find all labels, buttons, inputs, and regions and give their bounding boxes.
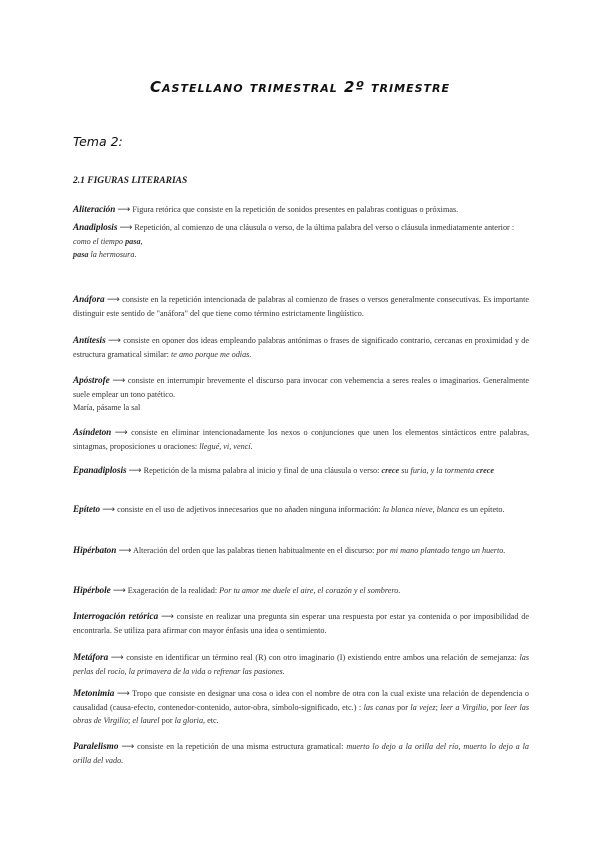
figure-definition: Exageración de la realidad: xyxy=(127,586,220,595)
figure-definition: su furia, y la tormenta xyxy=(399,466,477,475)
figure-definition: consiste en la repetición de una misma estructura gramatical: xyxy=(137,742,347,751)
figure-term: Epanadiplosis xyxy=(73,465,127,475)
arrow-icon: ⟶ xyxy=(118,546,132,556)
figure-definition: Por tu amor me duele el aire, el corazón y el sombrero. xyxy=(219,586,401,595)
arrow-icon: ⟶ xyxy=(108,336,121,346)
arrow-icon: ⟶ xyxy=(121,742,135,752)
figure-definition: crece xyxy=(476,466,495,475)
figure-term: Antítesis xyxy=(73,335,106,345)
figure-definition: consiste en eliminar intencionadamente los nexos o conjunciones que unen los elementos sintácticos entre palabras, sintagmas, proposiciones u oraciones: xyxy=(73,428,530,451)
arrow-icon: ⟶ xyxy=(128,466,142,476)
figure-example-text: la hermosura xyxy=(88,250,135,259)
figure-definition: leer las obras de Virgilio xyxy=(73,703,530,725)
figure-definition: la gloria xyxy=(174,716,204,725)
figure-definition: consiste en identificar un término real (R) con otro imaginario (I) existiendo entre ambos una relación de semejanza: xyxy=(126,653,520,662)
figure-term: Hipérbaton xyxy=(73,545,117,555)
figure-definition: muerto lo dejo a la orilla del río, muerto lo dejo a la orilla del vado. xyxy=(73,742,530,765)
figure-definition: ; xyxy=(435,703,441,712)
figure-example-text: María, pásame la sal xyxy=(73,403,141,412)
figure-entry xyxy=(73,293,529,320)
figure-definition: las canas xyxy=(363,703,395,712)
figure-definition: por xyxy=(159,716,175,725)
figure-example-text: como el tiempo xyxy=(73,237,126,246)
arrow-icon: ⟶ xyxy=(117,205,131,215)
figure-term: Interrogación retórica xyxy=(73,611,159,621)
figure-term: Asíndeton xyxy=(73,427,112,437)
figure-entry xyxy=(73,426,529,453)
arrow-icon: ⟶ xyxy=(119,223,133,233)
figure-definition: Repetición, al comienzo de una cláusula o verso, de la última palabra del verso o cláusula inmediatamente anterior : xyxy=(134,223,515,232)
section-heading: 2.1 FIGURAS LITERARIAS xyxy=(73,176,188,186)
figure-definition: por mi mano plantado tengo un huerto. xyxy=(376,546,506,555)
figure-entry xyxy=(73,610,529,637)
figure-definition: Tropo que consiste en designar una cosa o idea con el nombre de otra con la cual existe una relación de dependencia o causalidad (causa-efecto, contenedor-contenido, autor-obra, símbolo-significado, etc.) : xyxy=(73,689,529,712)
figure-example-text: pasa xyxy=(125,237,141,246)
figure-entry xyxy=(73,374,529,414)
figure-entry xyxy=(73,203,529,217)
figure-definition: crece xyxy=(381,466,400,475)
figure-example-text: . xyxy=(134,250,137,259)
figure-example xyxy=(73,235,529,248)
figure-entry xyxy=(73,651,529,678)
figure-example xyxy=(73,401,529,414)
figure-entry xyxy=(73,687,529,727)
figure-term: Hipérbole xyxy=(73,585,111,595)
figure-term: Epíteto xyxy=(73,504,101,514)
arrow-icon: ⟶ xyxy=(112,376,126,386)
figure-definition: te amo porque me odias. xyxy=(170,350,252,359)
figure-example-text: , xyxy=(140,237,143,246)
figure-definition: la vejez xyxy=(410,703,436,712)
figure-definition: consiste en la repetición intencionada de palabras al comienzo de frases o versos generalmente consecutivas. Es importante distinguir este sentido de "anáfora" del que tiene como término estrictamente lingüístico. xyxy=(73,295,530,318)
figure-entry xyxy=(73,544,529,558)
arrow-icon: ⟶ xyxy=(106,295,120,305)
figure-example-text: pasa xyxy=(73,250,89,259)
arrow-icon: ⟶ xyxy=(110,653,124,663)
figure-term: Paralelismo xyxy=(73,741,119,751)
figure-term: Anadiplosis xyxy=(73,222,118,232)
figure-term: Apóstrofe xyxy=(73,375,110,385)
figure-term: Metáfora xyxy=(73,652,109,662)
arrow-icon: ⟶ xyxy=(116,689,130,699)
figure-term: Anáfora xyxy=(73,294,105,304)
figure-definition: consiste en el uso de adjetivos innecesarios que no añaden ninguna información: xyxy=(117,505,383,514)
figure-definition: Alteración del orden que las palabras tienen habitualmente en el discurso: xyxy=(132,546,377,555)
figure-definition: llegué, vi, vencí. xyxy=(199,442,253,451)
figure-definition: consiste en interrumpir brevemente el discurso para invocar con vehemencia a seres reales o imaginarios. Generalmente suele emplear un tono patético. xyxy=(73,376,530,399)
arrow-icon: ⟶ xyxy=(102,505,116,515)
figure-entry xyxy=(73,740,529,767)
arrow-icon: ⟶ xyxy=(114,428,128,438)
figure-definition: el laurel xyxy=(132,716,160,725)
figure-entry xyxy=(73,221,529,261)
figure-definition: Figura retórica que consiste en la repetición de sonidos presentes en palabras contiguas o próximas. xyxy=(132,205,459,214)
figure-definition: , etc. xyxy=(203,716,219,725)
figure-term: Metonimia xyxy=(73,688,115,698)
figure-entry xyxy=(73,464,529,478)
figure-entry xyxy=(73,503,529,517)
figure-definition: leer a Virgilio xyxy=(440,703,487,712)
arrow-icon: ⟶ xyxy=(112,586,126,596)
topic-heading: Tema 2: xyxy=(73,134,123,149)
figure-definition: por xyxy=(394,703,411,712)
figure-example xyxy=(73,248,529,261)
figure-definition: Repetición de la misma palabra al inicio y final de una cláusula o verso: xyxy=(143,466,382,475)
figure-definition: las perlas del rocío, la primavera de la vida o refrenar las pasiones. xyxy=(73,653,530,676)
figure-definition: es un epíteto. xyxy=(459,505,505,514)
figure-definition: la blanca nieve, blanca xyxy=(382,505,460,514)
figure-term: Aliteración xyxy=(73,204,116,214)
page-title: Castellano trimestral 2º trimestre xyxy=(150,78,450,96)
figure-entry xyxy=(73,334,529,361)
figure-definition: , por xyxy=(486,703,505,712)
figure-entry xyxy=(73,584,529,598)
figure-definition: consiste en oponer dos ideas empleando palabras antónimas o frases de significado contrario, cercanas en proximidad y de estructura gramatical similar: xyxy=(73,336,529,359)
figure-definition: consiste en realizar una pregunta sin esperar una respuesta por estar ya contenida o por imposibilidad de encontrarla. Se utiliza para afirmar con mayor énfasis una idea o sentimiento. xyxy=(73,612,530,635)
arrow-icon: ⟶ xyxy=(160,612,174,622)
figure-definition: ; xyxy=(128,716,133,725)
